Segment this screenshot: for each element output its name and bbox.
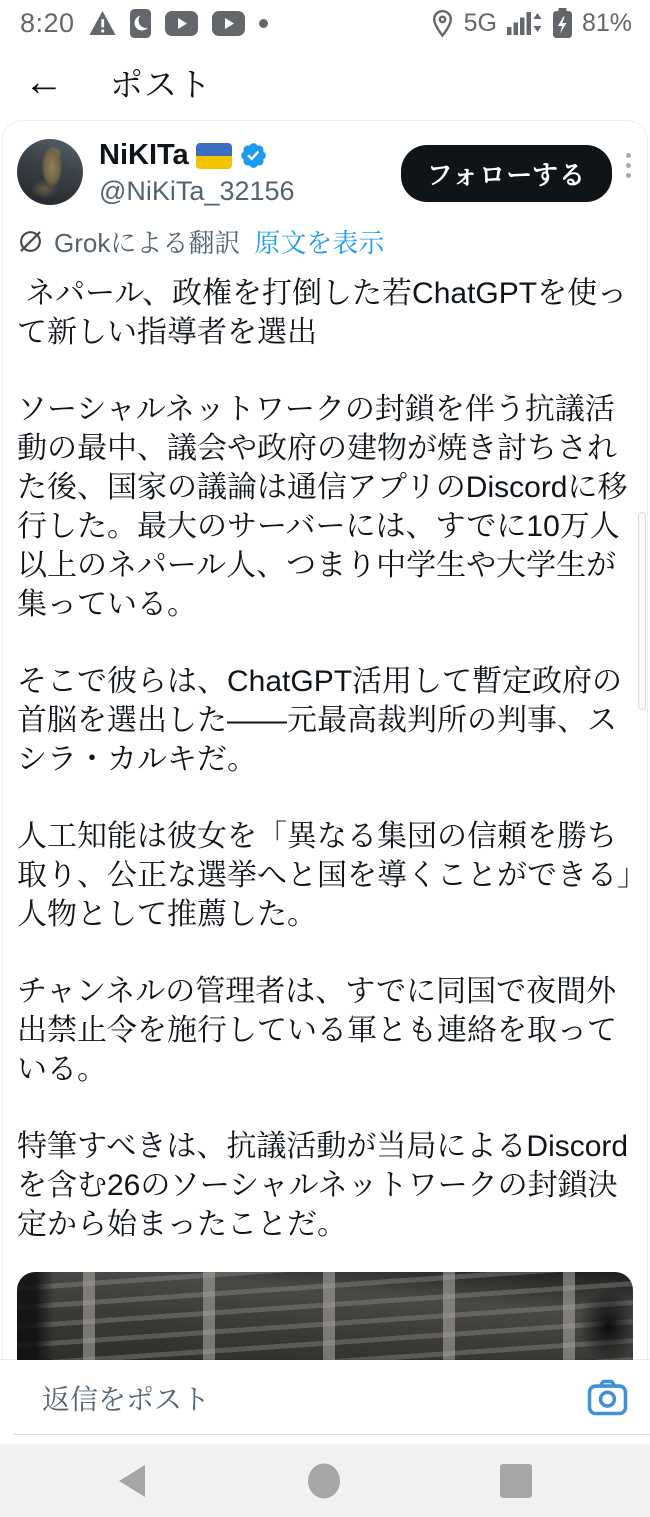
signal-icon bbox=[507, 10, 543, 37]
ukraine-flag-icon bbox=[196, 143, 232, 169]
tweet-paragraph: 特筆すべきは、抗議活動が当局によるDiscordを含む26のソーシャルネットワークの封鎖決定から始まったことだ。 bbox=[17, 1130, 629, 1241]
show-original-link[interactable]: 原文を表示 bbox=[254, 228, 385, 258]
scrollbar[interactable] bbox=[638, 512, 646, 710]
reply-bar bbox=[0, 1360, 650, 1443]
more-menu-icon[interactable] bbox=[612, 139, 633, 178]
location-icon bbox=[431, 9, 454, 38]
nav-back-icon[interactable] bbox=[116, 1463, 147, 1499]
tweet-paragraph: そこで彼らは、ChatGPT活用して暫定政府の首脳を選出した——元最高裁判所の判事、スシラ・カルキだ。 bbox=[17, 665, 623, 776]
nav-bar bbox=[0, 1443, 650, 1517]
reply-underline bbox=[14, 1434, 650, 1435]
network-type: 5G bbox=[463, 8, 497, 37]
author-name-line bbox=[99, 139, 401, 172]
notification-dot-icon bbox=[259, 19, 268, 28]
tweet-photo[interactable] bbox=[17, 1272, 633, 1360]
author-row bbox=[17, 121, 633, 207]
nav-recents-icon[interactable] bbox=[500, 1464, 532, 1498]
tweet-text bbox=[17, 274, 633, 1244]
grok-icon bbox=[17, 228, 44, 255]
avatar[interactable] bbox=[17, 139, 83, 205]
youtube-icon bbox=[212, 11, 245, 36]
page-title: ポスト bbox=[110, 65, 212, 103]
status-bar-left bbox=[20, 8, 268, 39]
battery-icon bbox=[553, 8, 572, 38]
translation-label: Grokによる翻訳 bbox=[54, 228, 241, 258]
back-button[interactable]: ← bbox=[24, 60, 64, 104]
battery-percent: 81% bbox=[581, 8, 632, 37]
author-handle[interactable]: @NiKiTa_32156 bbox=[99, 176, 295, 206]
tweet-paragraph: 人工知能は彼女を「異なる集団の信頼を勝ち取り、公正な選挙へと国を導くことができる」人物として推薦した。 bbox=[17, 820, 632, 931]
reply-input[interactable]: 返信をポスト bbox=[42, 1383, 211, 1415]
tweet-paragraph: ソーシャルネットワークの封鎖を伴う抗議活動の最中、議会や政府の建物が焼き討ちされた後、国家の議論は通信アプリのDiscordに移行した。最大のサーバーには、すでに10万人以上のネパール人、つまり中学生や大学生が集っている。 bbox=[17, 393, 628, 621]
translation-row bbox=[17, 223, 633, 260]
status-bar bbox=[0, 0, 650, 44]
nav-home-icon[interactable] bbox=[306, 1462, 342, 1500]
youtube-icon bbox=[165, 11, 198, 36]
camera-icon[interactable] bbox=[587, 1379, 628, 1416]
follow-button[interactable]: フォローする bbox=[401, 145, 612, 202]
verified-badge-icon bbox=[239, 141, 268, 170]
tweet-paragraph: ネパール、政権を打倒した若ChatGPTを使って新しい指導者を選出 bbox=[17, 277, 628, 349]
tweet-card bbox=[2, 120, 648, 1360]
night-battery-icon bbox=[130, 9, 151, 38]
status-bar-right bbox=[431, 8, 632, 38]
app-header bbox=[0, 44, 650, 120]
clock: 8:20 bbox=[20, 7, 75, 38]
author-name[interactable]: NiKITa bbox=[99, 139, 189, 171]
tweet-paragraph: チャンネルの管理者は、すでに同国で夜間外出禁止令を施行している軍とも連絡を取っている。 bbox=[17, 975, 617, 1086]
author-meta bbox=[99, 139, 401, 207]
warning-icon bbox=[89, 11, 116, 35]
